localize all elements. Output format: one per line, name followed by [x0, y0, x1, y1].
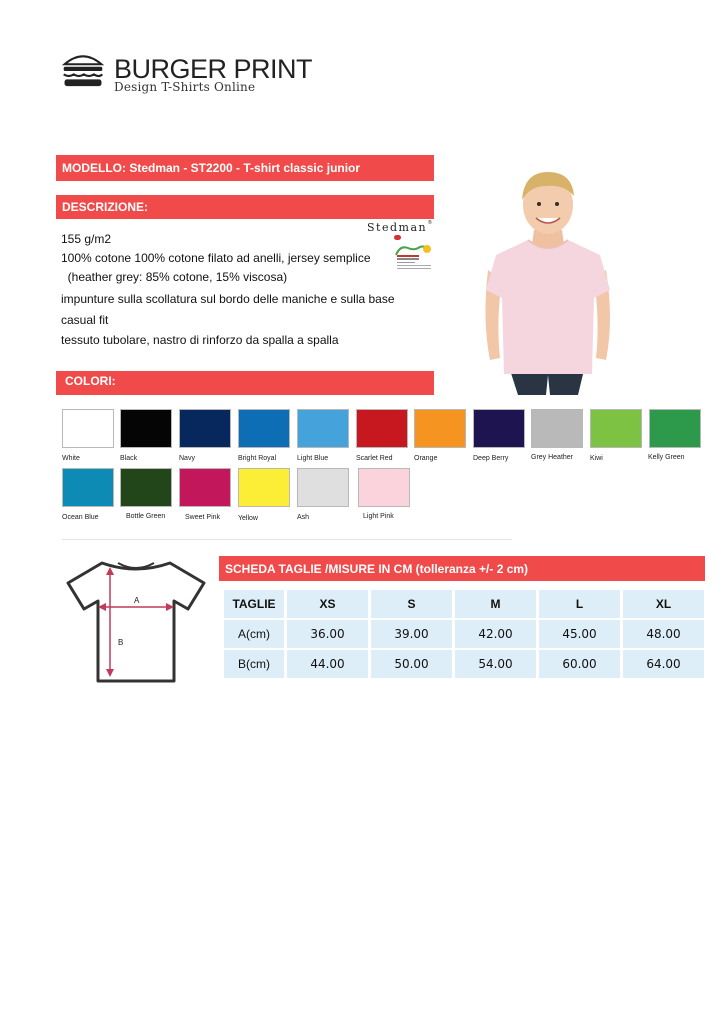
color-swatch-label: Grey Heather: [531, 454, 574, 461]
table-cell: 36.00: [287, 620, 368, 648]
table-header-cell: XL: [623, 590, 704, 618]
table-cell: 64.00: [623, 650, 704, 678]
stedman-dot-icon: [394, 235, 401, 240]
colori-bar: [56, 371, 434, 395]
color-swatch-label: Scarlet Red: [356, 455, 393, 462]
modello-text: MODELLO: Stedman - ST2200 - T-shirt classic junior: [62, 161, 361, 175]
color-swatch-label: Ocean Blue: [62, 514, 99, 521]
scheda-bar: [219, 556, 705, 581]
tshirt-measure-diagram-icon: [62, 557, 210, 685]
color-swatch: [590, 409, 642, 448]
diagram-label-b: B: [118, 638, 124, 647]
color-swatch: [414, 409, 466, 448]
color-swatch: [238, 409, 290, 448]
color-swatch-label: Yellow: [238, 515, 258, 522]
descrizione-bar: [56, 195, 434, 219]
modello-bar: [56, 155, 434, 181]
color-swatch-label: Sweet Pink: [185, 514, 221, 521]
color-swatch: [120, 409, 172, 448]
model-photo: [468, 160, 628, 395]
descrizione-heading: DESCRIZIONE:: [62, 200, 149, 214]
table-cell: 54.00: [455, 650, 536, 678]
color-swatch: [238, 468, 290, 507]
desc-line: 155 g/m2: [61, 232, 112, 246]
table-header-cell: M: [455, 590, 536, 618]
desc-line: casual fit: [61, 313, 109, 327]
color-swatch: [531, 409, 583, 448]
color-swatch-label: Ash: [297, 514, 310, 521]
color-swatch: [179, 409, 231, 448]
table-cell: 60.00: [539, 650, 620, 678]
color-swatch-label: Orange: [414, 455, 438, 462]
color-swatch: [297, 468, 349, 507]
table-cell: 50.00: [371, 650, 452, 678]
color-swatch: [297, 409, 349, 448]
table-header-cell: L: [539, 590, 620, 618]
color-swatch-label: Light Pink: [363, 513, 394, 520]
table-cell: 48.00: [623, 620, 704, 648]
color-swatch-label: White: [62, 455, 80, 462]
color-swatch: [62, 468, 114, 507]
table-cell: 45.00: [539, 620, 620, 648]
registered-mark-icon: ®: [428, 220, 432, 226]
desc-line: tessuto tubolare, nastro di rinforzo da spalla a spalla: [61, 333, 339, 347]
color-swatch: [473, 409, 525, 448]
burger-logo-icon: [58, 50, 108, 92]
color-swatch-label: Light Blue: [297, 455, 329, 462]
color-swatch: [356, 409, 408, 448]
colori-heading: COLORI:: [65, 374, 116, 388]
table-header-cell: XS: [287, 590, 368, 618]
color-swatch: [358, 468, 410, 507]
brand-subtitle: Design T-Shirts Online: [114, 80, 256, 94]
oeko-tex-badge-icon: [394, 243, 434, 271]
desc-line: impunture sulla scollatura sul bordo delle maniche e sulla base: [61, 292, 395, 306]
table-cell: B(cm): [224, 650, 284, 678]
desc-line: (heather grey: 85% cotone, 15% viscosa): [61, 270, 288, 284]
color-swatch: [120, 468, 172, 507]
stedman-logo: Stedman: [367, 221, 428, 234]
table-header-cell: S: [371, 590, 452, 618]
color-swatch-label: Bright Royal: [238, 455, 277, 462]
divider: [62, 539, 512, 540]
brand-title: BURGER PRINT: [114, 54, 313, 84]
table-cell: A(cm): [224, 620, 284, 648]
table-cell: 39.00: [371, 620, 452, 648]
color-swatch-label: Kelly Green: [648, 454, 685, 461]
scheda-heading: SCHEDA TAGLIE /MISURE IN CM (tolleranza +/- 2 cm): [225, 561, 529, 576]
color-swatch: [649, 409, 701, 448]
color-swatch-label: Kiwi: [590, 455, 603, 462]
color-swatch: [179, 468, 231, 507]
color-swatch-label: Black: [120, 455, 138, 462]
color-swatch-label: Bottle Green: [126, 513, 166, 520]
table-header-cell: TAGLIE: [224, 590, 284, 618]
color-swatch: [62, 409, 114, 448]
table-cell: 44.00: [287, 650, 368, 678]
color-swatch-label: Deep Berry: [473, 455, 509, 462]
table-cell: 42.00: [455, 620, 536, 648]
desc-line: 100% cotone 100% cotone filato ad anelli, jersey semplice: [61, 251, 371, 265]
diagram-label-a: A: [134, 596, 140, 605]
color-swatch-label: Navy: [179, 455, 195, 462]
